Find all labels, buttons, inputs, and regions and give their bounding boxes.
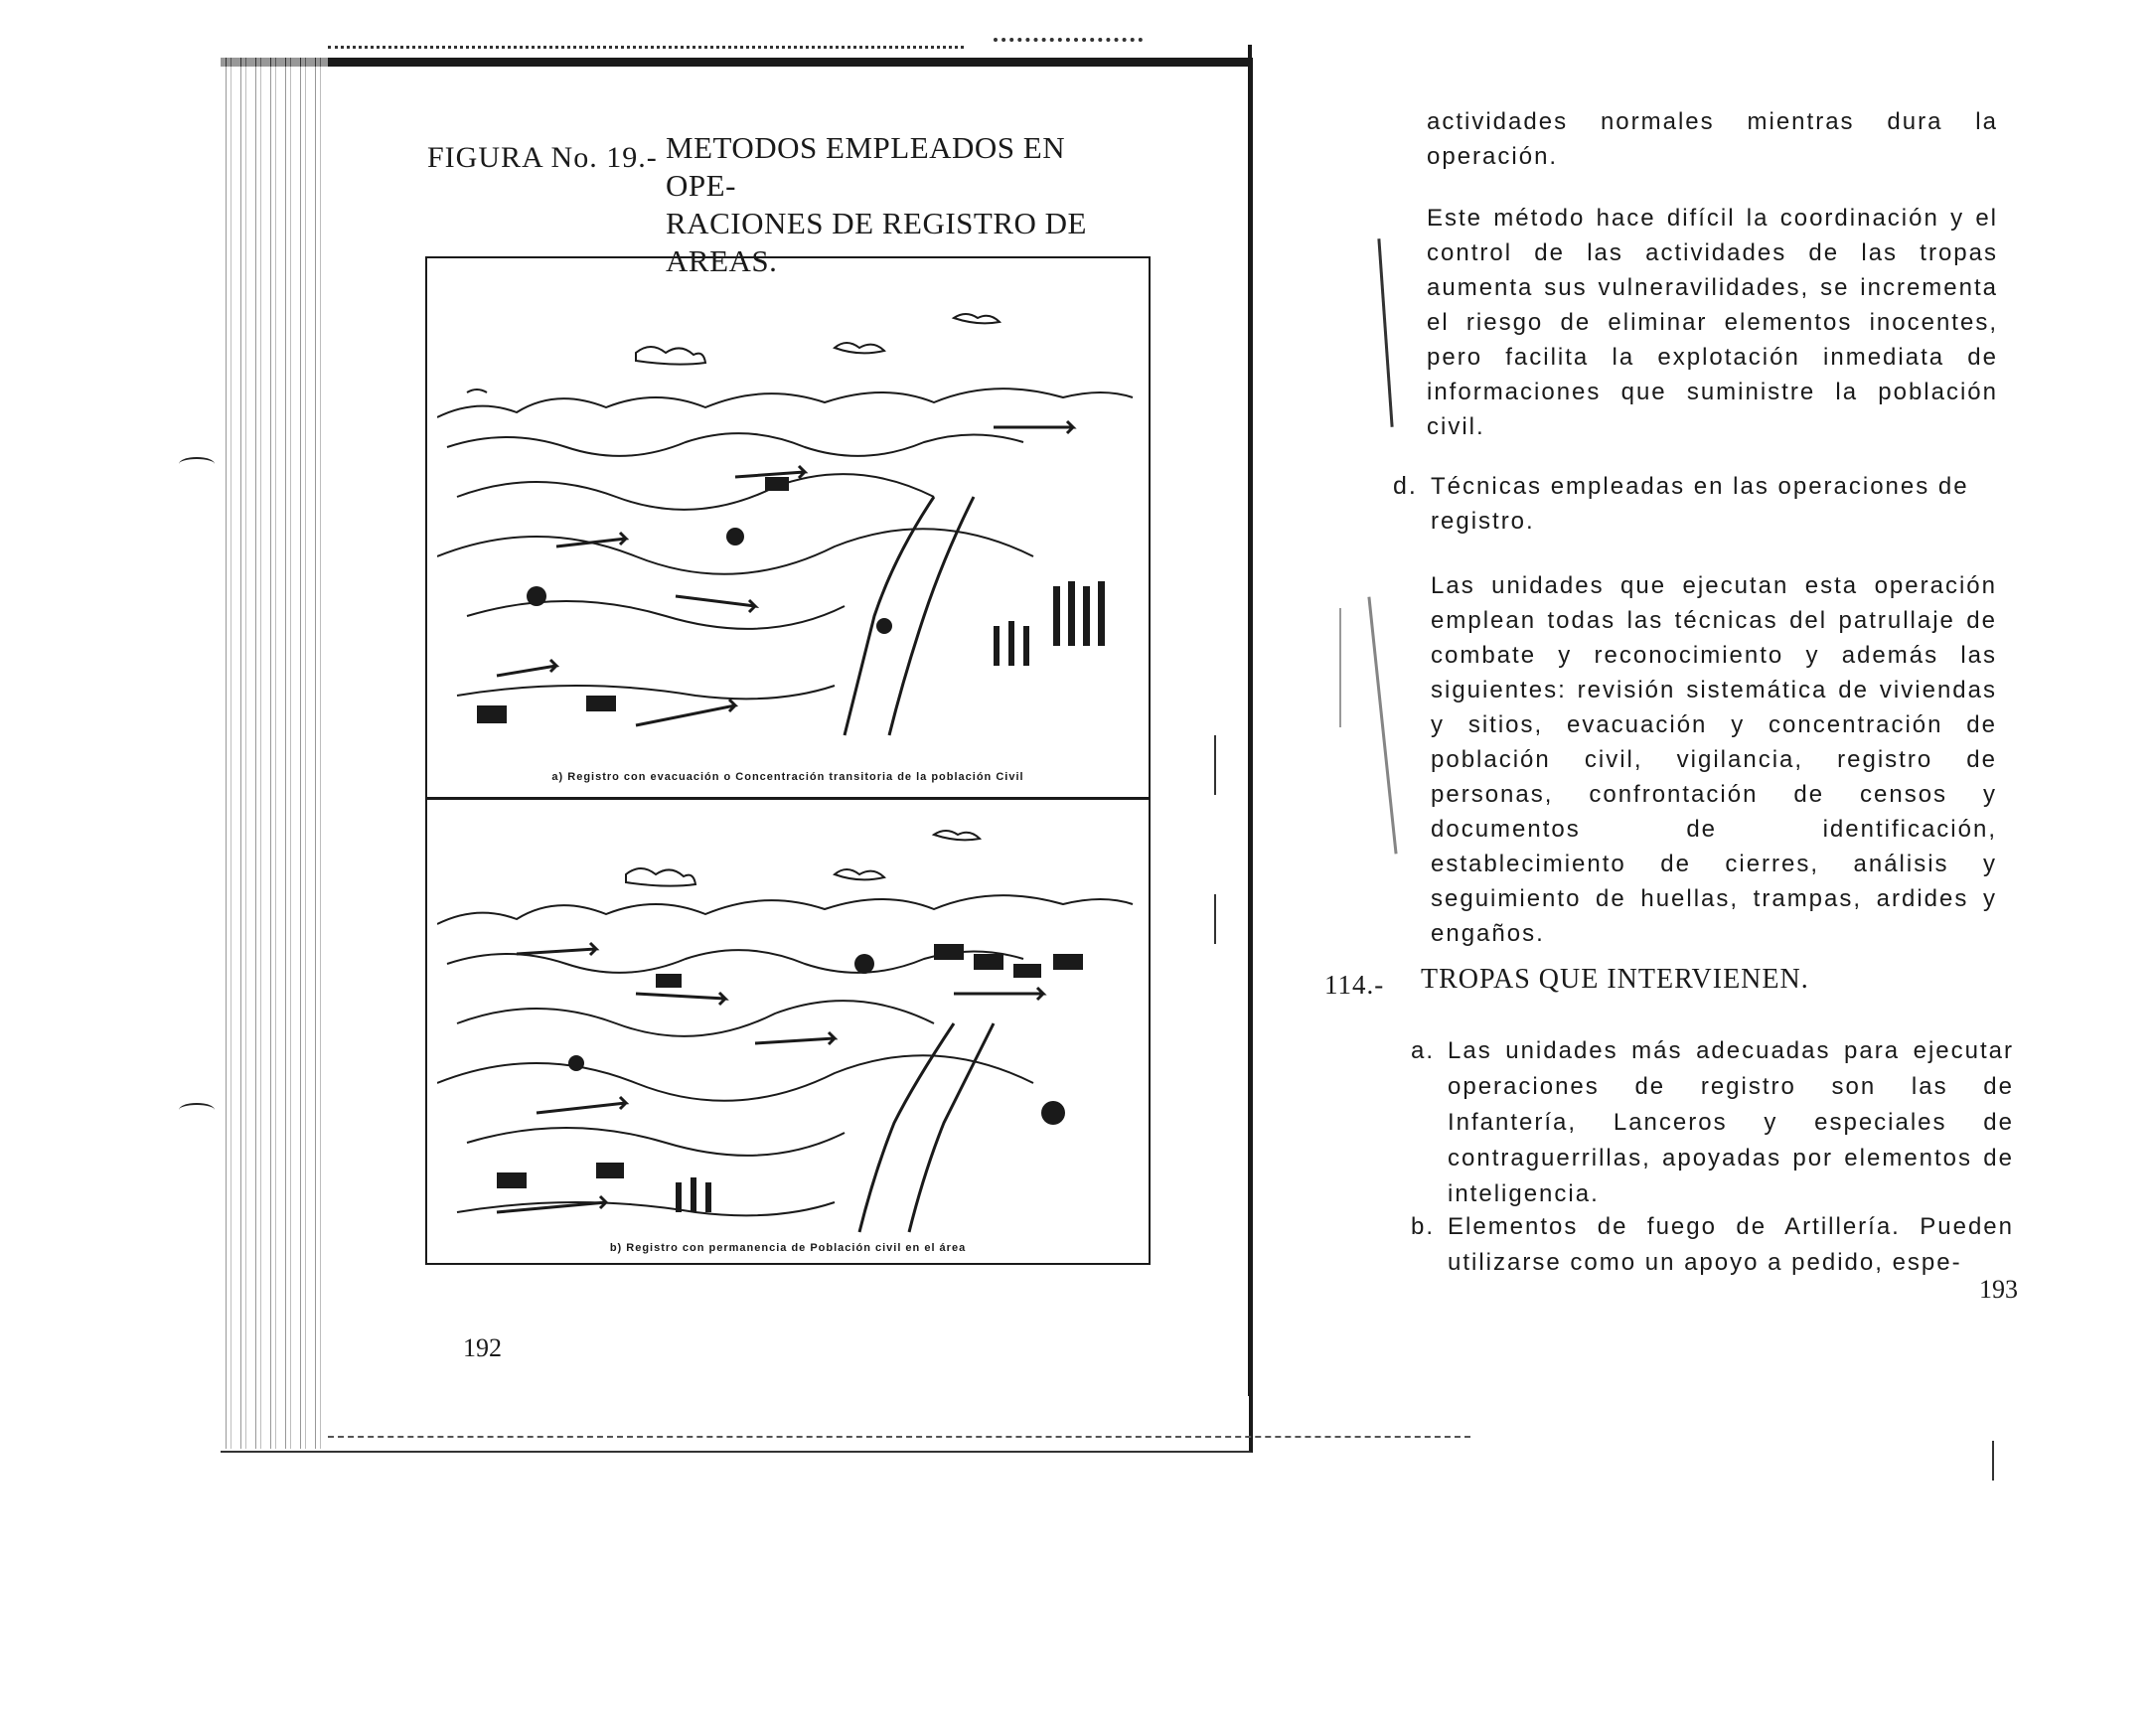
figure-title-line-3: AREAS. — [666, 243, 778, 278]
margin-tick-mark — [1214, 735, 1216, 795]
item-d-heading: Técnicas empleadas en las operaciones de registro. — [1431, 473, 1969, 535]
figure-title-line-1: METODOS EMPLEADOS EN OPE- — [666, 130, 1066, 203]
section-heading: TROPAS QUE INTERVIENEN. — [1421, 964, 1809, 995]
item-a-label: a. — [1411, 1037, 1436, 1064]
paragraph-continuation: actividades normales mientras dura la operación. — [1427, 108, 1998, 170]
figure-label: FIGURA No. 19.- — [427, 141, 658, 174]
item-a-text: Las unidades más adecuadas para ejecutar operaciones de registro son las de Infantería, Lanceros y especiales de contraguerrillas, apoyadas por elementos de inteligencia. — [1448, 1037, 2014, 1207]
figure-title-line-2: RACIONES DE REGISTRO DE — [666, 206, 1087, 240]
illustration-search-with-population — [437, 815, 1139, 1242]
scan-top-edge — [328, 36, 964, 49]
scan-top-edge-fragment — [994, 30, 1143, 42]
margin-line-mark — [1367, 597, 1397, 855]
item-b-text: Elementos de fuego de Artillería. Pueden utilizarse como un apoyo a pedido, espe- — [1448, 1213, 2014, 1276]
item-d-label: d. — [1393, 472, 1418, 500]
section-number: 114.- — [1324, 970, 1385, 1000]
paragraph-techniques: Las unidades que ejecutan esta operación emplean todas las técnicas del patrullaje de combate y reconocimiento y además las siguientes: revisión sistemática de viviendas y sitios, evacuación y concentración de población civil, vigilancia, registro de personas, confrontación de censos y documentos de identificación, establecimiento de cierres, análisis y seguimiento de huellas, trampas, ardides y engaños. — [1431, 572, 1997, 947]
page-gutter — [1248, 45, 1252, 1396]
margin-bracket-mark — [1339, 608, 1341, 727]
item-b-label: b. — [1411, 1213, 1436, 1240]
book-spine-edge — [221, 58, 328, 1449]
illustration-evacuation-search — [437, 298, 1139, 755]
caption-panel-b: b) Registro con permanencia de Población civil en el área — [609, 1242, 967, 1254]
figure-divider — [425, 797, 1151, 800]
scan-bottom-edge — [328, 1436, 1470, 1438]
margin-line-mark — [1377, 238, 1393, 427]
page-number-left: 192 — [463, 1333, 502, 1362]
caption-panel-a: a) Registro con evacuación o Concentración transitoria de la población Civil — [551, 771, 1024, 783]
paragraph-method-evaluation: Este método hace difícil la coordinación y el control de las actividades de las tropas aumenta sus vulneravilidades, se incrementa el riesgo de eliminar elementos inocentes, pero facilita la explotación inmediata de informaciones que suministre la población civil. — [1427, 205, 1998, 440]
margin-tick-mark — [1214, 894, 1216, 944]
page-number-right: 193 — [1979, 1275, 2018, 1304]
margin-tick-mark — [1992, 1441, 1994, 1481]
margin-smudge — [179, 457, 215, 471]
margin-smudge — [179, 1103, 215, 1117]
